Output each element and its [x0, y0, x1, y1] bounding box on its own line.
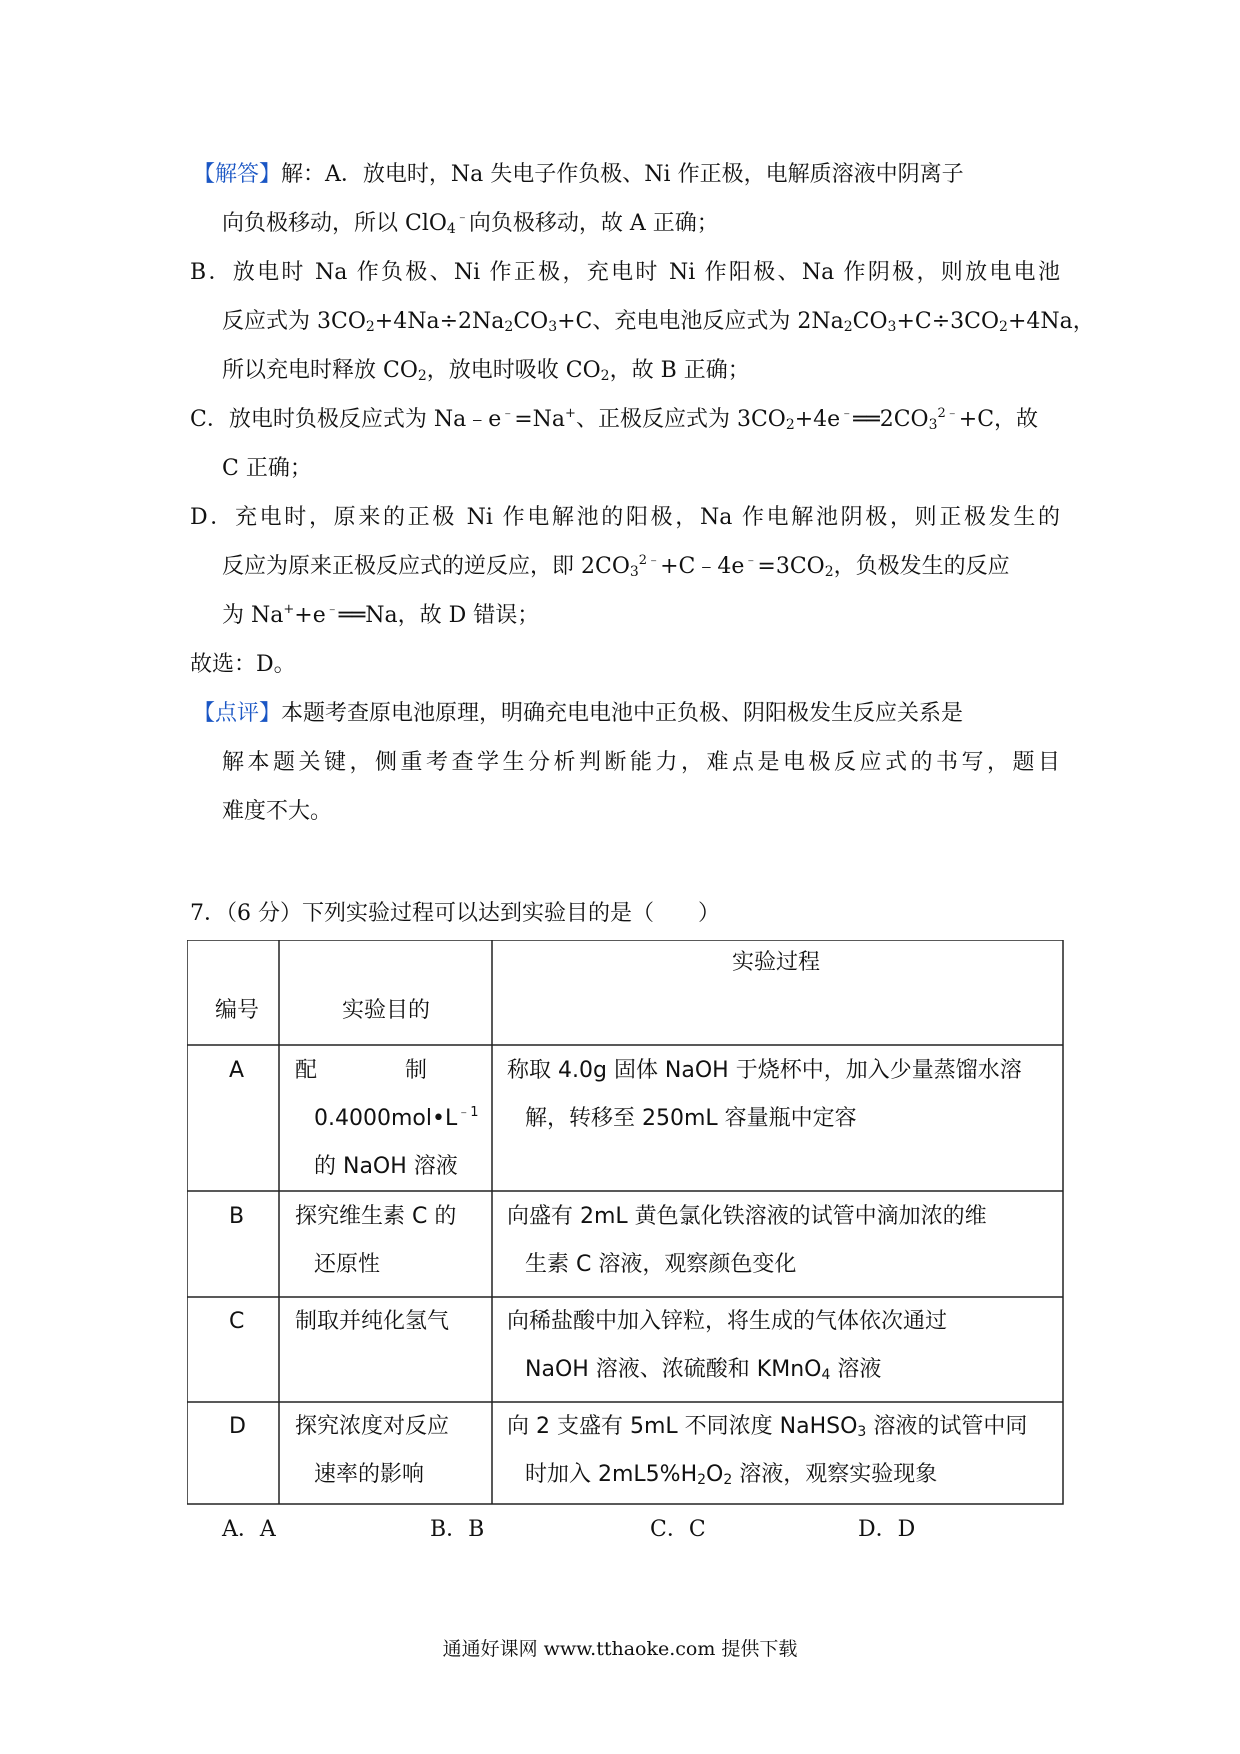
solution-d-line-3: 为 Na++e﹣══Na，故 D 错误；	[222, 602, 540, 628]
solution-c-line-2: C 正确；	[222, 456, 312, 481]
header-purpose: 实验目的	[342, 998, 431, 1023]
row-a-procedure-2: 解，转移至 250mL 容量瓶中定容	[525, 1106, 857, 1131]
solution-b-line-1: B．放电时 Na 作负极、Ni 作正极，充电时 Ni 作阳极、Na 作阴极，则放电电池	[190, 260, 1060, 285]
comment-line-1: 【点评】本题考查原电池原理，明确充电电池中正负极、阴阳极发生反应关系是	[193, 701, 964, 726]
row-b-purpose-2: 还原性	[314, 1252, 381, 1277]
comment-line-2: 解本题关键，侧重考查学生分析判断能力，难点是电极反应式的书写，题目	[222, 750, 1060, 775]
solution-d-line-1: D．充电时，原来的正极 Ni 作电解池的阳极，Na 作电解池阴极，则正极发生的	[190, 505, 1060, 530]
row-a-purpose-1: 配 制	[295, 1058, 428, 1083]
solution-choice: 故选：D。	[190, 652, 296, 677]
solution-c-line-1: C．放电时负极反应式为 Na﹣e﹣=Na+、正极反应式为 $3CO_2+4e^﹣══2CO_3^{2﹣}+C$，故	[190, 406, 1039, 433]
row-a-id: A	[229, 1058, 245, 1083]
option-b: B．B	[430, 1517, 485, 1542]
option-a: A．A	[222, 1517, 276, 1542]
row-d-procedure-2: 时加入 $2mL5\%H_2O_2$ 溶液，观察实验现象	[525, 1462, 938, 1488]
solution-tag: 【解答】	[193, 162, 282, 187]
solution-line-1: 【解答】解：A．放电时，Na 失电子作负极、Ni 作正极，电解质溶液中阴离子	[193, 162, 964, 187]
option-c: C．C	[650, 1517, 706, 1542]
comment-line-3: 难度不大。	[222, 799, 333, 824]
row-d-purpose-2: 速率的影响	[314, 1462, 425, 1487]
header-number: 编号	[215, 998, 260, 1023]
row-d-purpose-1: 探究浓度对反应	[295, 1414, 450, 1439]
page-footer: 通通好课网 www.tthaoke.com 提供下载	[442, 1638, 798, 1660]
row-c-procedure-2: NaOH 溶液、浓硫酸和 KMnO$_4$ 溶液	[525, 1357, 882, 1383]
row-a-procedure-1: 称取 4.0g 固体 NaOH 于烧杯中，加入少量蒸馏水溶	[507, 1058, 1022, 1083]
row-b-purpose-1: 探究维生素 C 的	[295, 1204, 457, 1229]
row-a-purpose-2: $0.4000mol•L^{﹣1}$	[314, 1105, 479, 1131]
header-procedure: 实验过程	[732, 950, 821, 975]
solution-a-line-2: 向负极移动，所以 ClO$_4$﹣向负极移动，故 A 正确；	[222, 210, 719, 237]
row-c-procedure-1: 向稀盐酸中加入锌粒，将生成的气体依次通过	[507, 1309, 948, 1334]
row-a-purpose-3: 的 NaOH 溶液	[314, 1154, 458, 1179]
solution-b-line-2: 反应式为 $3CO_2+4Na\div 2Na_2CO_3+C$、充电电池反应式为 $2Na_2CO_3+C\div 3CO_2+4Na$，	[222, 309, 1095, 335]
question-7-stem: 7．（6 分）下列实验过程可以达到实验目的是（ ）	[190, 901, 720, 926]
experiment-table	[187, 940, 1064, 1505]
row-b-procedure-2: 生素 C 溶液，观察颜色变化	[525, 1252, 797, 1277]
row-d-id: D	[229, 1414, 246, 1439]
solution-b-line-3: 所以充电时释放 $CO_2$，放电时吸收 $CO_2$，故 B 正确；	[222, 358, 750, 384]
option-d: D．D	[858, 1517, 916, 1542]
row-c-id: C	[229, 1309, 245, 1334]
row-b-procedure-1: 向盛有 2mL 黄色氯化铁溶液的试管中滴加浓的维	[507, 1204, 987, 1229]
row-d-procedure-1: 向 2 支盛有 5mL 不同浓度 NaHSO$_3$ 溶液的试管中同	[507, 1414, 1028, 1440]
comment-tag: 【点评】	[193, 701, 282, 726]
row-b-id: B	[229, 1204, 245, 1229]
row-c-purpose-1: 制取并纯化氢气	[295, 1309, 450, 1334]
solution-d-line-2: 反应为原来正极反应式的逆反应，即 $2CO_3^{2﹣}+C﹣4e^﹣=3CO_2$，负极发生的反应	[222, 553, 1010, 580]
